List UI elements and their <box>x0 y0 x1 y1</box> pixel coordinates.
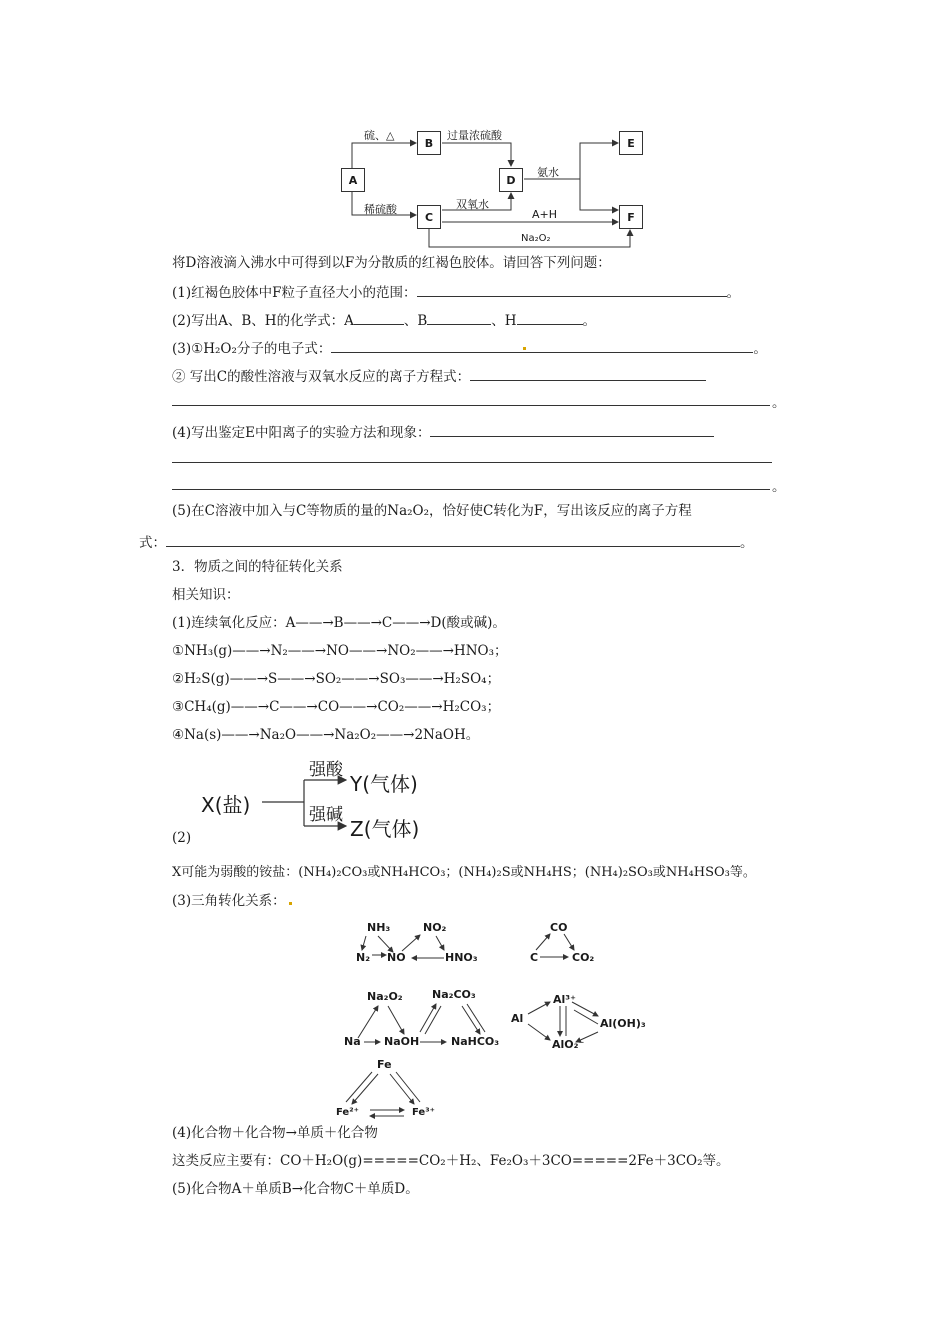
q1-blank[interactable] <box>417 282 727 297</box>
q4-line3[interactable] <box>172 489 770 490</box>
salt-z: Z(气体) <box>350 817 420 841</box>
label-a-b: 硫、△ <box>364 129 395 142</box>
section3-item2-note: X可能为弱酸的铵盐：(NH₄)₂CO₃或NH₄HCO₃；(NH₄)₂S或NH₄HS；(NH₄)₂SO₃或NH₄HSO₃等。 <box>172 865 756 880</box>
q4-blank[interactable] <box>430 422 714 437</box>
arrow-d-f <box>580 179 618 210</box>
q4 <box>172 422 714 442</box>
q3-2-text: ② 写出C的酸性溶液与双氧水反应的离子方程式： <box>172 369 471 385</box>
node-b: B <box>417 131 441 155</box>
tri-c-c: C <box>530 951 539 964</box>
q3-2-blank[interactable] <box>470 366 706 381</box>
section3-item4-note: 这类反应主要有：CO＋H₂O(g)=====CO₂＋H₂、Fe₂O₃＋3CO=====2Fe＋3CO₂等。 <box>172 1153 730 1169</box>
tri-na-nahco3: NaHCO₃ <box>451 1035 500 1048</box>
q5-blank[interactable] <box>166 532 740 547</box>
mark-dot-2 <box>289 902 292 905</box>
tri-n-no: NO <box>387 951 406 964</box>
q4-text: (4)写出鉴定E中阳离子的实验方法和现象： <box>172 425 431 441</box>
node-f: F <box>619 205 643 229</box>
salt-acid: 强酸 <box>309 760 343 780</box>
tri-al-aloh3: Al(OH)₃ <box>600 1017 646 1030</box>
section3-item4: (4)化合物＋化合物→单质＋化合物 <box>172 1125 378 1141</box>
q2 <box>172 310 596 330</box>
q3-1-blank[interactable] <box>331 338 753 353</box>
q3-2-period: 。 <box>772 395 786 411</box>
tri-na-naoh: NaOH <box>384 1035 420 1048</box>
q4-period: 。 <box>772 479 786 495</box>
node-c: C <box>417 205 441 229</box>
section3-item3-text: (3)三角转化关系： <box>172 893 286 909</box>
label-b-d: 过量浓硫酸 <box>447 129 502 142</box>
tri-c-co2: CO₂ <box>572 951 595 964</box>
label-a-c: 稀硫酸 <box>364 203 397 216</box>
q2-period: 。 <box>582 313 597 329</box>
q5-b <box>139 532 754 552</box>
q2-h-text: 、H <box>491 313 517 329</box>
section3-item3 <box>172 892 292 910</box>
q3-1 <box>172 338 767 358</box>
q1-text: (1)红褐色胶体中F粒子直径大小的范围： <box>172 285 417 301</box>
q3-2-line2[interactable] <box>172 405 770 406</box>
label-c-d: 双氧水 <box>456 198 489 211</box>
label-c-f-bottom: Na₂O₂ <box>521 233 551 244</box>
node-a: A <box>341 168 365 192</box>
tri-al-al: Al <box>511 1012 524 1025</box>
arrow-a-b <box>352 143 416 168</box>
section3-title: 3．物质之间的特征转化关系 <box>172 559 343 575</box>
section3-item1b: ②H₂S(g)——→S——→SO₂——→SO₃——→H₂SO₄； <box>172 671 501 687</box>
q3-1-period: 。 <box>753 341 767 357</box>
tri-n-nh3: NH₃ <box>367 921 391 934</box>
section3-item1d: ④Na(s)——→Na₂O——→Na₂O₂——→2NaOH。 <box>172 727 480 743</box>
tri-na-na2co3: Na₂CO₃ <box>432 988 476 1001</box>
q2-b-text: 、B <box>403 313 428 329</box>
tri-c-co: CO <box>550 921 568 934</box>
label-c-f: A+H <box>532 208 558 221</box>
q2-a-blank[interactable] <box>354 310 404 325</box>
tri-n-no2: NO₂ <box>423 921 447 934</box>
tri-na-na: Na <box>344 1035 361 1048</box>
section3-item2-num: (2) <box>172 830 192 846</box>
section3-item1c: ③CH₄(g)——→C——→CO——→CO₂——→H₂CO₃； <box>172 699 501 715</box>
q5-period: 。 <box>740 535 754 551</box>
section3-item1a: ①NH₃(g)——→N₂——→NO——→NO₂——→HNO₃； <box>172 643 508 659</box>
section3-knowledge: 相关知识： <box>172 587 240 603</box>
salt-x: X(盐) <box>201 793 251 817</box>
mark-dot <box>523 347 526 350</box>
q3-2 <box>172 366 706 386</box>
section3-item5: (5)化合物A＋单质B→化合物C＋单质D。 <box>172 1181 419 1197</box>
tri-al-alo2: AlO₂⁻ <box>552 1038 585 1051</box>
q2-h-blank[interactable] <box>517 310 583 325</box>
label-d-ef: 氨水 <box>537 166 559 179</box>
tri-na-na2o2: Na₂O₂ <box>367 990 403 1003</box>
tri-fe-fe: Fe <box>377 1058 392 1071</box>
node-d: D <box>499 168 523 192</box>
salt-y: Y(气体) <box>350 772 418 796</box>
tri-n-hno3: HNO₃ <box>445 951 478 964</box>
q2-b-blank[interactable] <box>427 310 491 325</box>
node-e: E <box>619 131 643 155</box>
tri-n-n2: N₂ <box>356 951 371 964</box>
q2-a-text: (2)写出A、B、H的化学式：A <box>172 313 354 329</box>
q1 <box>172 282 740 302</box>
q3-1-text: (3)①H₂O₂分子的电子式： <box>172 341 332 357</box>
q5-b-text: 式： <box>139 535 166 551</box>
tri-fe-fe3: Fe³⁺ <box>412 1107 435 1118</box>
q4-line2[interactable] <box>172 462 772 463</box>
arrow-b-d <box>442 143 511 166</box>
q5-a: (5)在C溶液中加入与C等物质的量的Na₂O₂，恰好使C转化为F，写出该反应的离子方程 <box>172 503 692 519</box>
q1-period: 。 <box>726 285 740 301</box>
tri-al-al3: Al³⁺ <box>553 993 576 1006</box>
section3-item1: (1)连续氧化反应：A——→B——→C——→D(酸或碱)。 <box>172 615 506 631</box>
intro-text: 将D溶液滴入沸水中可得到以F为分散质的红褐色胶体。请回答下列问题： <box>172 255 611 271</box>
tri-fe-fe2: Fe²⁺ <box>336 1107 359 1118</box>
salt-base: 强碱 <box>309 805 343 825</box>
